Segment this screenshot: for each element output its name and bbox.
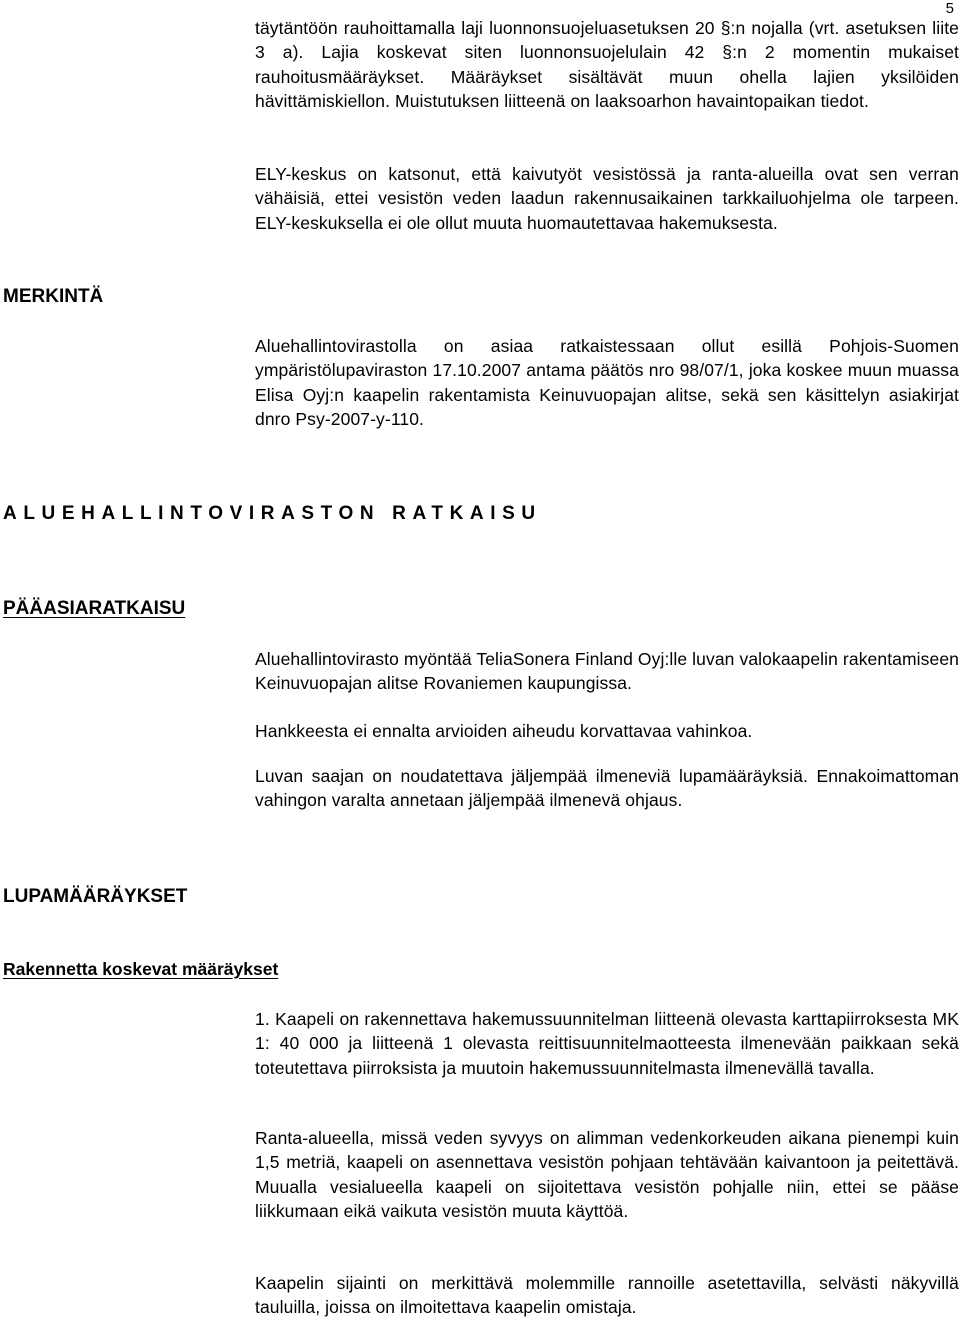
- intro-paragraph-1: täytäntöön rauhoittamalla laji luonnonsuojeluasetuksen 20 §:n nojalla (vrt. asetuksen liite 3 a). Lajia koskevat siten luonnonsuojelulain 42 §:n 2 momentin mukaiset rauhoitusmääräykset. Määräykset sisältävät muun ohella lajien yksilöiden hävittämiskiellon. Muistutuksen liitteenä on laaksoarhon havaintopaikan tiedot.: [255, 18, 959, 112]
- lupamaarays-paragraph-2: Ranta-alueella, missä veden syvyys on alimman vedenkorkeuden aikana pienempi kuin 1,5 metriä, kaapeli on asennettava vesistön pohjaan tehtävään kaivantoon ja peitettävä. Muualla vesialueella kaapeli on sijoitettava vesistön pohjalle niin, ettei se pääse liikkumaan eikä vaikuta vesistön muuta käyttöä.: [255, 1128, 959, 1222]
- merkinta-heading: MERKINTÄ: [3, 286, 104, 307]
- intro-paragraph-2: ELY-keskus on katsonut, että kaivutyöt vesistössä ja ranta-alueilla ovat sen verran vähäisiä, ettei vesistön veden laadun rakennusaikainen tarkkailuohjelma ole tarpeen. ELY-keskuksella ei ole ollut muuta huomautettavaa hakemuksesta.: [255, 164, 959, 233]
- ratkaisu-heading: ALUEHALLINTOVIRASTON RATKAISU: [3, 503, 542, 524]
- lupamaaraykset-heading: LUPAMÄÄRÄYKSET: [3, 886, 188, 907]
- paaasiaratkaisu-paragraph-2: Hankkeesta ei ennalta arvioiden aiheudu korvattavaa vahinkoa.: [255, 721, 753, 741]
- lupamaarays-paragraph-1: 1. Kaapeli on rakennettava hakemussuunnitelman liitteenä olevasta karttapiirroksesta MK 1: 40 000 ja liitteenä 1 olevasta reittisuunnitelmaotteesta ilmenevään paikkaan sekä toteutettava piirroksista ja muutoin hakemussuunnitelmasta ilmenevällä tavalla.: [255, 1009, 959, 1078]
- paaasiaratkaisu-heading: PÄÄASIARATKAISU: [3, 598, 186, 619]
- paaasiaratkaisu-paragraph-3: Luvan saajan on noudatettava jäljempää ilmeneviä lupamääräyksiä. Ennakoimattoman vahingon varalta annetaan jäljempää ilmenevä ohjaus.: [255, 766, 959, 811]
- merkinta-text: Aluehallintovirastolla on asiaa ratkaistessaan ollut esillä Pohjois-Suomen ympäristölupaviraston 17.10.2007 antama päätös nro 98/07/1, joka koskee muun muassa Elisa Oyj:n kaapelin rakentamista Keinuvuopajan alitse, sekä sen käsittelyn asiakirjat dnro Psy-2007-y-110.: [255, 336, 959, 430]
- paaasiaratkaisu-paragraph-1: Aluehallintovirasto myöntää TeliaSonera Finland Oyj:lle luvan valokaapelin rakentamiseen Keinuvuopajan alitse Rovaniemen kaupungissa.: [255, 649, 960, 694]
- lupamaarays-paragraph-3: Kaapelin sijainti on merkittävä molemmille rannoille asetettavilla, selvästi näkyvillä tauluilla, joissa on ilmoitettava kaapelin omistaja.: [255, 1273, 959, 1318]
- lupamaaraykset-subheading: Rakennetta koskevat määräykset: [3, 959, 279, 979]
- page-number: 5: [945, 0, 954, 17]
